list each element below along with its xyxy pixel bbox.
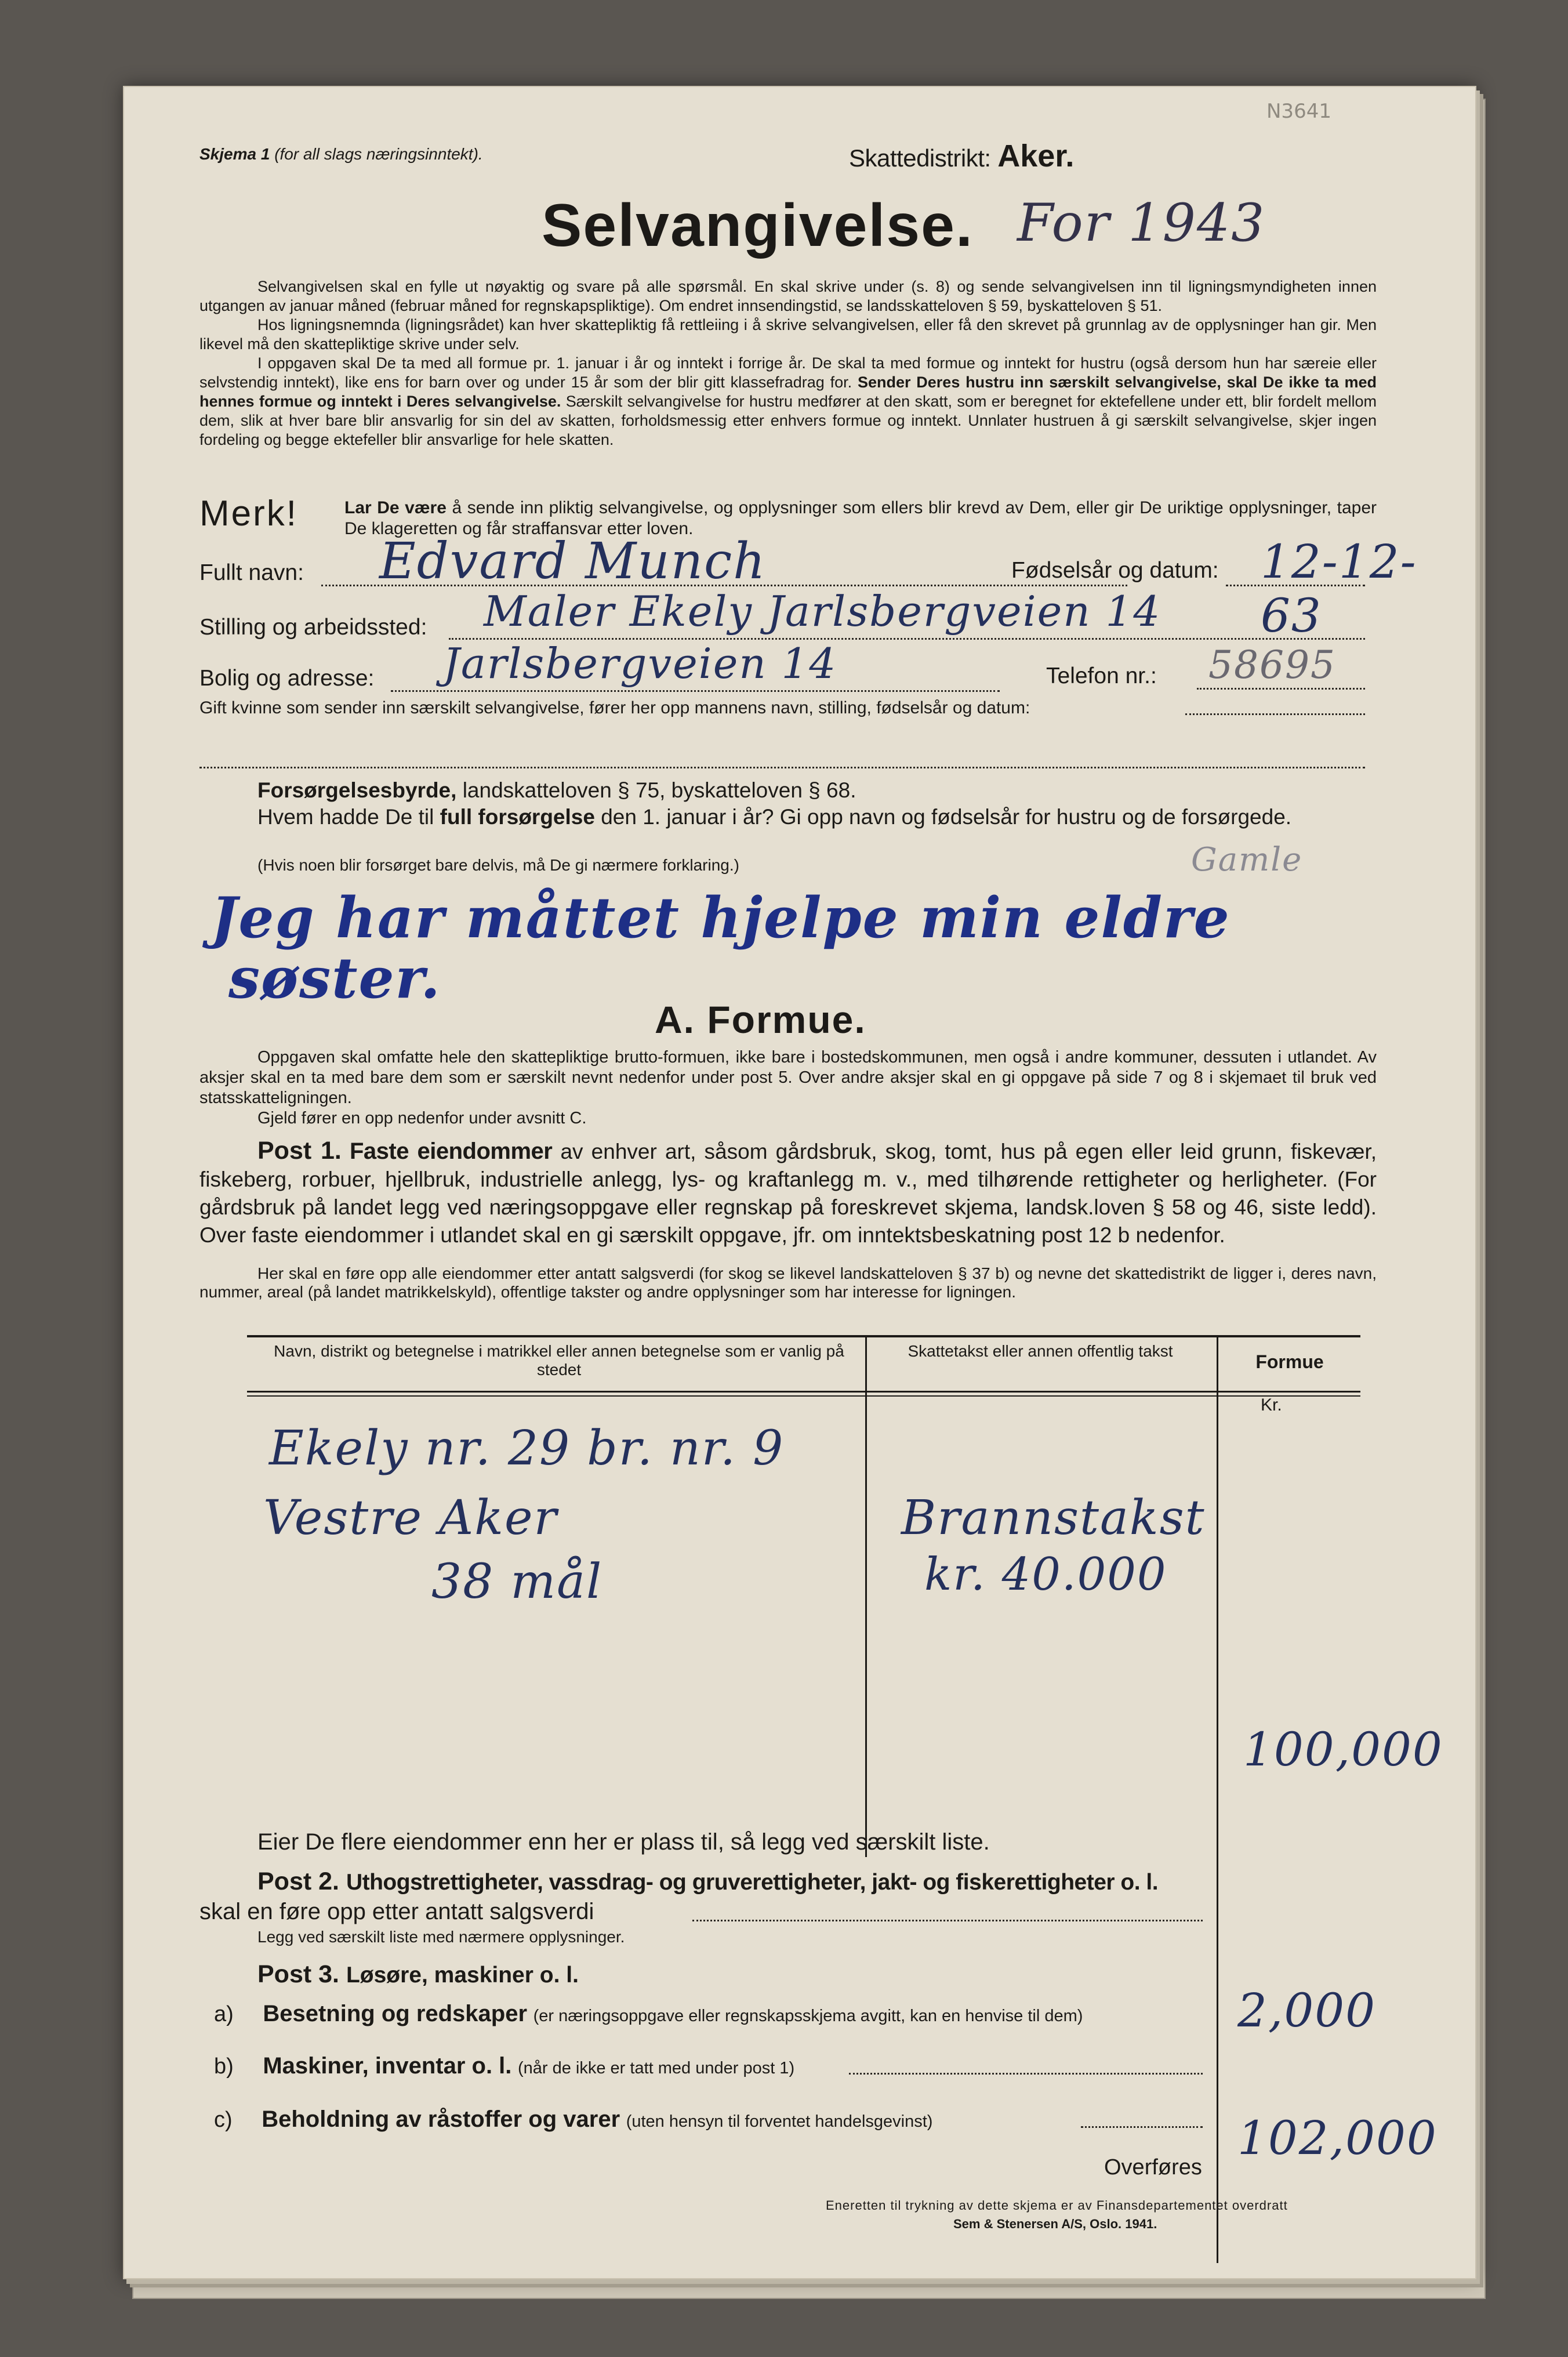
section-a-paragraph-2: Gjeld fører en opp nedenfor under avsnitt C. — [257, 1109, 587, 1127]
occupation-value[interactable]: Maler Ekely Jarlsbergveien 14 — [484, 587, 1162, 636]
forsorgelse-heading — [199, 777, 1377, 804]
schema-note: (for all slags næringsinntekt). — [274, 145, 483, 163]
schema-number: Skjema 1 — [199, 145, 270, 163]
table-header-rule — [247, 1391, 1360, 1393]
birth-value[interactable]: 12-12-63 — [1261, 535, 1417, 643]
post3-item-b-leader — [849, 2073, 1203, 2075]
wife-note: Gift kvinne som sender inn særskilt selvangivelse, fører her opp mannens navn, stilling, fødselsår og datum: — [199, 698, 1030, 717]
section-a-heading: A. Formue. — [655, 998, 866, 1041]
takst-line-1[interactable]: Brannstakst — [901, 1491, 1206, 1546]
table-top-rule — [247, 1335, 1360, 1337]
table-col-header-3: Formue — [1255, 1351, 1324, 1372]
post3-item-c-note: (uten hensyn til forventet handelsgevinst) — [626, 2112, 933, 2131]
post2-text: skal en føre opp etter antatt salgsverdi — [199, 1899, 594, 1924]
merk-body: å sende inn pliktig selvangivelse, og opplysninger som ellers blir krevd av Dem, eller gir De uriktige opplysninger, taper De klageretten og får straffansvar etter loven. — [344, 498, 1377, 538]
post2-label: Post 2. — [257, 1868, 339, 1895]
carry-over-label: Overføres — [1104, 2155, 1202, 2180]
dependents-answer-line-1[interactable]: Jeg har måttet hjelpe min eldre — [211, 885, 1231, 951]
district-value: Aker. — [997, 139, 1075, 173]
post2-title: Uthogstrettigheter, vassdrag- og gruverettigheter, jakt- og fiskerettigheter o. l. — [346, 1870, 1159, 1895]
birth-label: Fødselsår og datum: — [1011, 558, 1219, 583]
post3-item-a-value[interactable]: 2,000 — [1237, 1983, 1377, 2037]
table-col-header-2: Skattetakst eller annen offentlig takst — [908, 1342, 1173, 1360]
post3-item-a-letter: a) — [214, 2002, 234, 2026]
post3-item-b — [214, 2053, 794, 2079]
phone-label: Telefon nr.: — [1046, 663, 1157, 688]
phone-value[interactable]: 58695 — [1208, 643, 1336, 687]
post3-item-c — [214, 2106, 932, 2133]
post1-body: av enhver art, såsom gårdsbruk, skog, tomt, hus på egen eller leid grunn, fiskevær, fiskeberg, rorbuer, hjellbruk, industrielle anlegg, lys- og kraftanlegg m. v., med tilhørende rettigheter og herligheter. (For gårdsbruk på landet legg ved næringsoppgave eller regnskap på foreskrevet skjema, landsk.loven § 58 og 46, siste ledd). Over faste eiendommer i utlandet skal en gi særskilt oppgave, jfr. om inntektsbeskatning post 12 b nedenfor. — [199, 1140, 1377, 1247]
forsorgelse-law: landskatteloven § 75, byskatteloven § 68. — [462, 778, 856, 802]
property-entry-line-2[interactable]: Vestre Aker — [263, 1491, 558, 1546]
table-divider-2 — [1217, 1335, 1218, 2263]
wife-line-1 — [1185, 713, 1365, 715]
post3-item-c-title: Beholdning av råstoffer og varer — [262, 2106, 620, 2132]
section-a-paragraph-1: Oppgaven skal omfatte hele den skattepliktige brutto-formuen, ikke bare i bostedskommunen, men også i andre kommuner, dessuten i utlandet. Av aksjer skal en ta med bare dem som er særskilt nevnt nedenfor under post 5. Over andre aksjer skal en gi oppgave på side 7 og 8 i skjemaet til bruk ved statsskatteligningen. — [199, 1048, 1377, 1107]
post1-small-text: Her skal en føre opp alle eiendommer etter antatt salgsverdi (for skog se likevel landskatteloven § 37 b) og nevne det skattedistrikt de ligger i, deres navn, nummer, areal (på landet matrikkelskyld), offentlige takster og andre opplysninger som har interesse for ligningen. — [199, 1264, 1377, 1301]
district-label: Skattedistrikt: — [849, 144, 991, 172]
formue-value[interactable]: 100,000 — [1243, 1723, 1443, 1776]
intro-paragraph-1: Selvangivelsen skal en fylle ut nøyaktig og svare på alle spørsmål. En skal skrive under (s. 8) og sende selvangivelsen inn til ligningsmyndigheten innen utgangen av januar måned (februar måned for regnskapspliktige). Om endret innsendingstid, se landsskatteloven § 59, byskatteloven § 51. — [199, 278, 1377, 314]
forsorgelse-title: Forsørgelsesbyrde, — [257, 778, 457, 802]
post3-item-a-title: Besetning og redskaper — [263, 2001, 528, 2026]
post2-heading — [257, 1868, 1158, 1896]
name-label: Fullt navn: — [199, 560, 304, 585]
post1-small — [199, 1264, 1377, 1301]
wife-line-2 — [199, 767, 1365, 768]
table-header-rule-2 — [247, 1395, 1360, 1397]
carry-over-value[interactable]: 102,000 — [1237, 2111, 1438, 2165]
merk-lead: Lar De være — [344, 498, 447, 517]
post3-item-b-letter: b) — [214, 2054, 234, 2079]
property-entry-line-3[interactable]: 38 mål — [431, 1554, 603, 1609]
table-col-header-1: Navn, distrikt og betegnelse i matrikkel eller annen betegnelse som er vanlig på stedet — [274, 1342, 844, 1379]
address-value[interactable]: Jarlsbergveien 14 — [443, 639, 837, 688]
forsorgelse-note: (Hvis noen blir forsørget bare delvis, må De gi nærmere forklaring.) — [257, 856, 739, 874]
table-unit: Kr. — [1261, 1395, 1282, 1415]
archive-number: N3641 — [1266, 100, 1331, 123]
takst-line-2[interactable]: kr. 40.000 — [924, 1549, 1167, 1601]
post2-leader — [692, 1920, 1203, 1921]
dependents-answer-line-2[interactable]: søster. — [228, 945, 441, 1011]
pencil-note: Gamle — [1191, 841, 1303, 879]
post2-small: Legg ved særskilt liste med nærmere opplysninger. — [257, 1928, 625, 1946]
occupation-label: Stilling og arbeidssted: — [199, 615, 427, 640]
tax-district — [849, 138, 1074, 174]
post1-title: Faste eiendommer — [350, 1138, 553, 1164]
property-entry-line-1[interactable]: Ekely nr. 29 br. nr. 9 — [269, 1421, 785, 1476]
post3-title: Løsøre, maskiner o. l. — [346, 1963, 579, 1988]
post1-text — [199, 1137, 1377, 1249]
phone-line — [1197, 688, 1365, 690]
footer-line-2: Sem & Stenersen A/S, Oslo. 1941. — [953, 2217, 1157, 2231]
section-a-text — [199, 1047, 1377, 1129]
title-handwritten-year: For 1943 — [1017, 193, 1266, 253]
post1-label: Post 1. — [257, 1137, 342, 1165]
post3-item-b-note: (når de ikke er tatt med under post 1) — [517, 2059, 795, 2077]
address-line — [391, 690, 1000, 692]
intro-paragraph-3 — [199, 354, 1377, 449]
intro-text — [199, 277, 1377, 449]
intro-paragraph-3b: Sender Deres hustru inn særskilt selvangivelse, skal De ikke ta med hennes formue og inntekt i Deres selvangivelse. — [199, 374, 1377, 410]
intro-paragraph-3a: I oppgaven skal De ta med all formue pr. 1. januar i år og inntekt i forrige år. De skal ta med formue og inntekt for hustru (også dersom hun har særeie eller selvstendig inntekt), like ens for barn over og under 15 år som der blir gitt klassefradrag for. — [199, 354, 1377, 391]
post3-item-c-leader — [1081, 2126, 1203, 2128]
post3-label: Post 3. — [257, 1960, 339, 1988]
page-title: Selvangivelse. — [542, 192, 974, 259]
merk-label: Merk! — [199, 494, 298, 534]
footer-line-1: Eneretten til trykning av dette skjema er av Finansdepartementet overdratt — [826, 2198, 1288, 2213]
tax-form-page — [123, 86, 1476, 2279]
intro-paragraph-3c: Særskilt selvangivelse for hustru medfører at den skatt, som er beregnet for ektefellene under ett, blir fordelt mellom dem, slik at hver bare blir ansvarlig for sin del av skatten, forholdsmessig etter enhvers formue og inntekt. Unnlater hustruen å gi særskilt selvangivelse, skjer ingen fordeling og begge ektefeller blir ansvarlige for hele skatten. — [199, 393, 1377, 448]
schema-label — [199, 145, 483, 164]
forsorgelse-section — [199, 777, 1377, 831]
forsorgelse-question-a: Hvem hadde De til — [257, 805, 434, 829]
forsorgelse-question-bold: full forsørgelse — [440, 805, 595, 829]
post3-item-a-note: (er næringsoppgave eller regnskapsskjema avgitt, kan en henvise til dem) — [533, 2007, 1083, 2025]
post3-heading — [257, 1960, 579, 1989]
table-divider-1 — [865, 1335, 867, 1857]
post3-item-c-letter: c) — [214, 2108, 233, 2132]
forsorgelse-question-b: den 1. januar i år? Gi opp navn og fødselsår for hustru og de forsørgede. — [601, 805, 1292, 829]
intro-paragraph-2: Hos ligningsnemnda (ligningsrådet) kan hver skattepliktig få rettleiing i å skrive selvangivelsen, eller få den skrevet på grunnlag av de opplysninger han gir. Men likevel må den skattepliktige skrive under selv. — [199, 316, 1377, 353]
more-properties-note: Eier De flere eiendommer enn her er plass til, så legg ved særskilt liste. — [257, 1829, 990, 1855]
post3-item-a — [214, 2001, 1083, 2027]
forsorgelse-question — [199, 804, 1377, 831]
name-value[interactable]: Edvard Munch — [379, 532, 767, 590]
address-label: Bolig og adresse: — [199, 666, 375, 691]
post3-item-b-title: Maskiner, inventar o. l. — [263, 2053, 512, 2079]
